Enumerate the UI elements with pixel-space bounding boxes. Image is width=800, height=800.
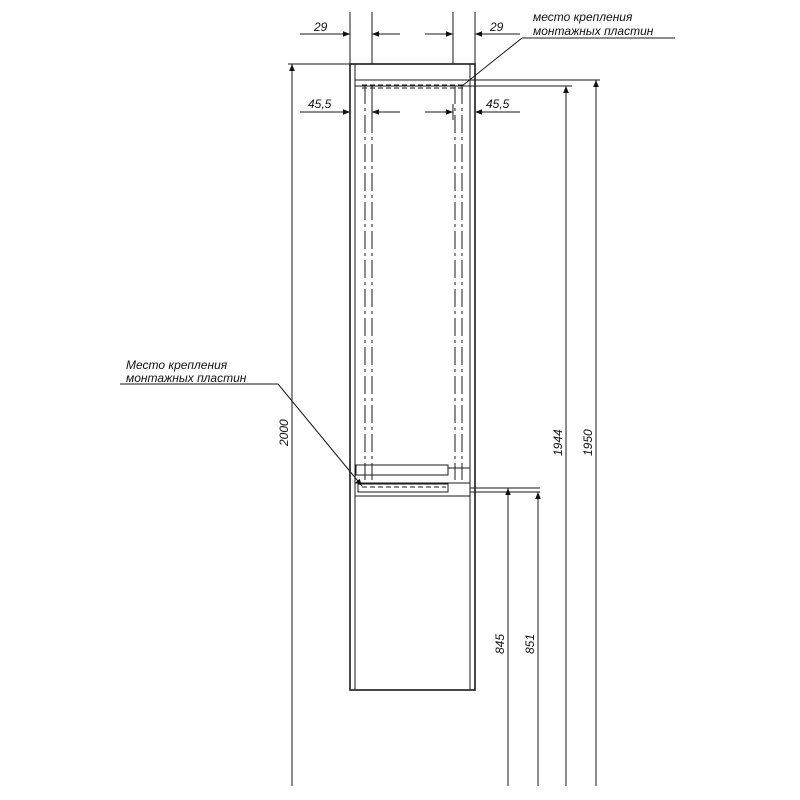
dim-1950: 1950	[581, 429, 595, 456]
middle-shelf	[355, 465, 540, 496]
callout-middle	[126, 358, 247, 385]
dim-1944: 1944	[551, 429, 565, 456]
callout-top-line2: монтажных пластин	[533, 24, 654, 38]
lower-door	[355, 496, 470, 690]
cabinet-body	[350, 64, 475, 690]
extension-lines	[288, 64, 600, 86]
dim-29-left: 29	[314, 20, 328, 34]
vertical-dimension-lines	[292, 64, 596, 786]
dim-851: 851	[523, 633, 537, 654]
upper-door-dashed	[365, 86, 462, 480]
callout-top-line1: место крепления	[533, 10, 633, 24]
callout-top	[533, 10, 654, 38]
callout-leaders	[120, 38, 675, 486]
dim-2000: 2000	[277, 419, 291, 446]
callout-middle-line1: Место крепления	[126, 358, 228, 372]
dim-845: 845	[493, 633, 507, 654]
dim-45-5-right: 45,5	[486, 97, 510, 111]
callout-middle-line2: монтажных пластин	[126, 371, 247, 385]
dim-29-right: 29	[490, 20, 504, 34]
top-extension-lines	[350, 12, 475, 64]
dim-45-5-left: 45,5	[308, 97, 332, 111]
